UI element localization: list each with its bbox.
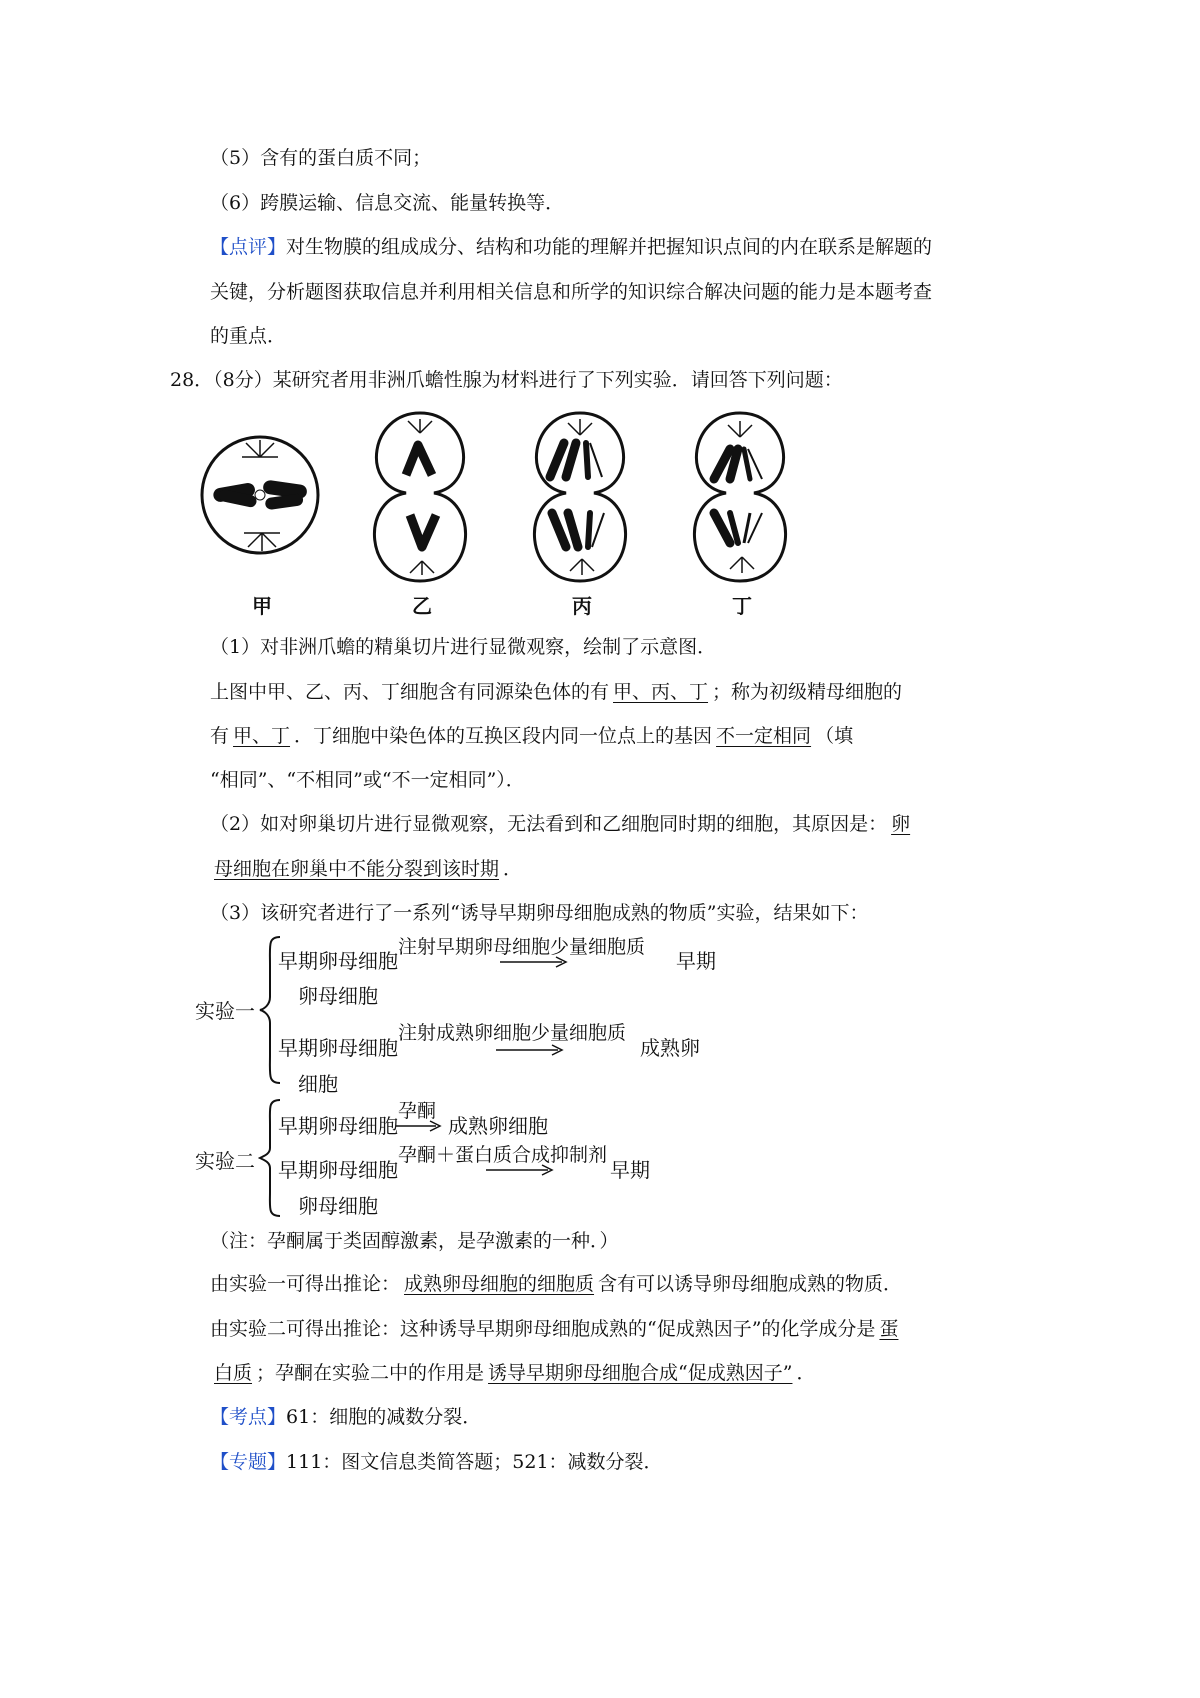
exp1-row1-arrow-label: 注射早期卵母细胞少量细胞质 xyxy=(398,936,646,958)
exp1-row2-start: 早期卵母细胞 xyxy=(278,1036,398,1060)
exp2-row1-arrow-label: 孕酮 xyxy=(398,1100,437,1122)
q2-line-a: （2）如对卵巢切片进行显微观察，无法看到和乙细胞同时期的细胞，其原因是： 卵 xyxy=(210,811,914,837)
answer-line-5: （5）含有的蛋白质不同； xyxy=(210,147,432,169)
kaodian-tag: 【考点】 xyxy=(210,1406,287,1428)
answer-blank-progesterone-role: 诱导早期卵母细胞合成“促成熟因子” xyxy=(488,1362,793,1384)
review-tag: 【点评】 xyxy=(210,236,287,258)
review-line-3: 的重点． xyxy=(210,325,287,347)
exp2-row2-result-b: 卵母细胞 xyxy=(298,1194,378,1218)
review-line-1 xyxy=(210,234,932,260)
q1-line-b: 有 甲、丁 ．丁细胞中染色体的互换区段内同一位点上的基因 不一定相同 （填 xyxy=(210,725,854,747)
exp2-label: 实验二 xyxy=(195,1149,255,1173)
conclusion-2-line-a: 由实验二可得出推论：这种诱导早期卵母细胞成熟的“促成熟因子”的化学成分是 蛋 xyxy=(210,1316,902,1342)
review-text-1: 对生物膜的组成成分、结构和功能的理解并把握知识点间的内在联系是解题的 xyxy=(286,236,933,258)
exp1-label: 实验一 xyxy=(195,999,255,1023)
answer-blank-reason-2: 母细胞在卵巢中不能分裂到该时期 xyxy=(214,858,500,880)
exp1-row1-start: 早期卵母细胞 xyxy=(278,949,398,973)
zhuanti-tag: 【专题】 xyxy=(210,1451,287,1473)
zhuanti-line xyxy=(210,1449,663,1475)
q1-intro: （1）对非洲爪蟾的精巢切片进行显微观察，绘制了示意图． xyxy=(210,636,717,658)
exp1-row2-arrow-label: 注射成熟卵细胞少量细胞质 xyxy=(398,1022,627,1044)
q1-line-c: “相同”、“不相同”或“不一定相同”）． xyxy=(210,769,525,791)
exp2-row1-result: 成熟卵细胞 xyxy=(448,1114,548,1138)
kaodian-text: 61：细胞的减数分裂． xyxy=(286,1406,482,1428)
cell-label-bing: 丙 xyxy=(572,594,592,618)
exp1-row1-result-b: 卵母细胞 xyxy=(298,984,378,1008)
cell-bing-drawing xyxy=(534,413,625,581)
q2-line-b: 母细胞在卵巢中不能分裂到该时期 ． xyxy=(210,856,522,882)
answer-blank-homologous: 甲、丙、丁 xyxy=(613,681,709,703)
question-stem: 28．（8分）某研究者用非洲爪蟾性腺为材料进行了下列实验．请回答下列问题： xyxy=(170,369,843,391)
exp1-row1-arrow xyxy=(500,956,570,968)
conclusion-1: 由实验一可得出推论： 成熟卵母细胞的细胞质 含有可以诱导卵母细胞成熟的物质． xyxy=(210,1273,903,1295)
zhuanti-text: 111：图文信息类简答题；521：减数分裂． xyxy=(286,1451,663,1473)
answer-blank-primary: 甲、丁 xyxy=(233,725,291,747)
kaodian-line xyxy=(210,1404,481,1430)
exp2-row2-result-a: 早期 xyxy=(610,1158,650,1182)
answer-blank-component-1: 蛋 xyxy=(879,1318,899,1340)
exp2-row1-arrow xyxy=(396,1120,446,1132)
exp2-row2-arrow-label: 孕酮＋蛋白质合成抑制剂 xyxy=(398,1144,608,1166)
cell-yi-drawing xyxy=(374,413,465,581)
answer-blank-component-2: 白质 xyxy=(214,1362,253,1384)
exp2-row2-arrow xyxy=(486,1164,556,1176)
exp1-row2-result-a: 成熟卵 xyxy=(640,1036,700,1060)
cell-label-yi: 乙 xyxy=(412,594,432,618)
cell-diagram-figure xyxy=(200,405,1000,585)
note-line: （注：孕酮属于类固醇激素，是孕激素的一种．） xyxy=(210,1230,619,1252)
exp2-row1-start: 早期卵母细胞 xyxy=(278,1114,398,1138)
answer-blank-reason-1: 卵 xyxy=(891,813,911,835)
cell-jia-drawing xyxy=(202,437,318,553)
cell-ding-drawing xyxy=(694,413,785,581)
exp1-row2-result-b: 细胞 xyxy=(298,1072,338,1096)
exp1-row2-arrow xyxy=(496,1044,566,1056)
answer-line-6: （6）跨膜运输、信息交流、能量转换等． xyxy=(210,192,565,214)
answer-blank-conclusion-1: 成熟卵母细胞的细胞质 xyxy=(404,1273,595,1295)
cell-label-ding: 丁 xyxy=(732,594,752,618)
cell-label-jia: 甲 xyxy=(252,594,272,618)
answer-blank-gene: 不一定相同 xyxy=(716,725,812,747)
exp1-row1-result-a: 早期 xyxy=(676,949,716,973)
q1-line-a: 上图中甲、乙、丙、丁细胞含有同源染色体的有 甲、丙、丁 ；称为初级精母细胞的 xyxy=(210,681,903,703)
review-line-2: 关键，分析题图获取信息并利用相关信息和所学的知识综合解决问题的能力是本题考查 xyxy=(210,281,933,303)
q3-intro: （3）该研究者进行了一系列“诱导早期卵母细胞成熟的物质”实验，结果如下： xyxy=(210,902,869,924)
conclusion-2-line-b: 白质 ；孕酮在实验二中的作用是 诱导早期卵母细胞合成“促成熟因子” ． xyxy=(210,1360,815,1386)
exp2-row2-start: 早期卵母细胞 xyxy=(278,1158,398,1182)
